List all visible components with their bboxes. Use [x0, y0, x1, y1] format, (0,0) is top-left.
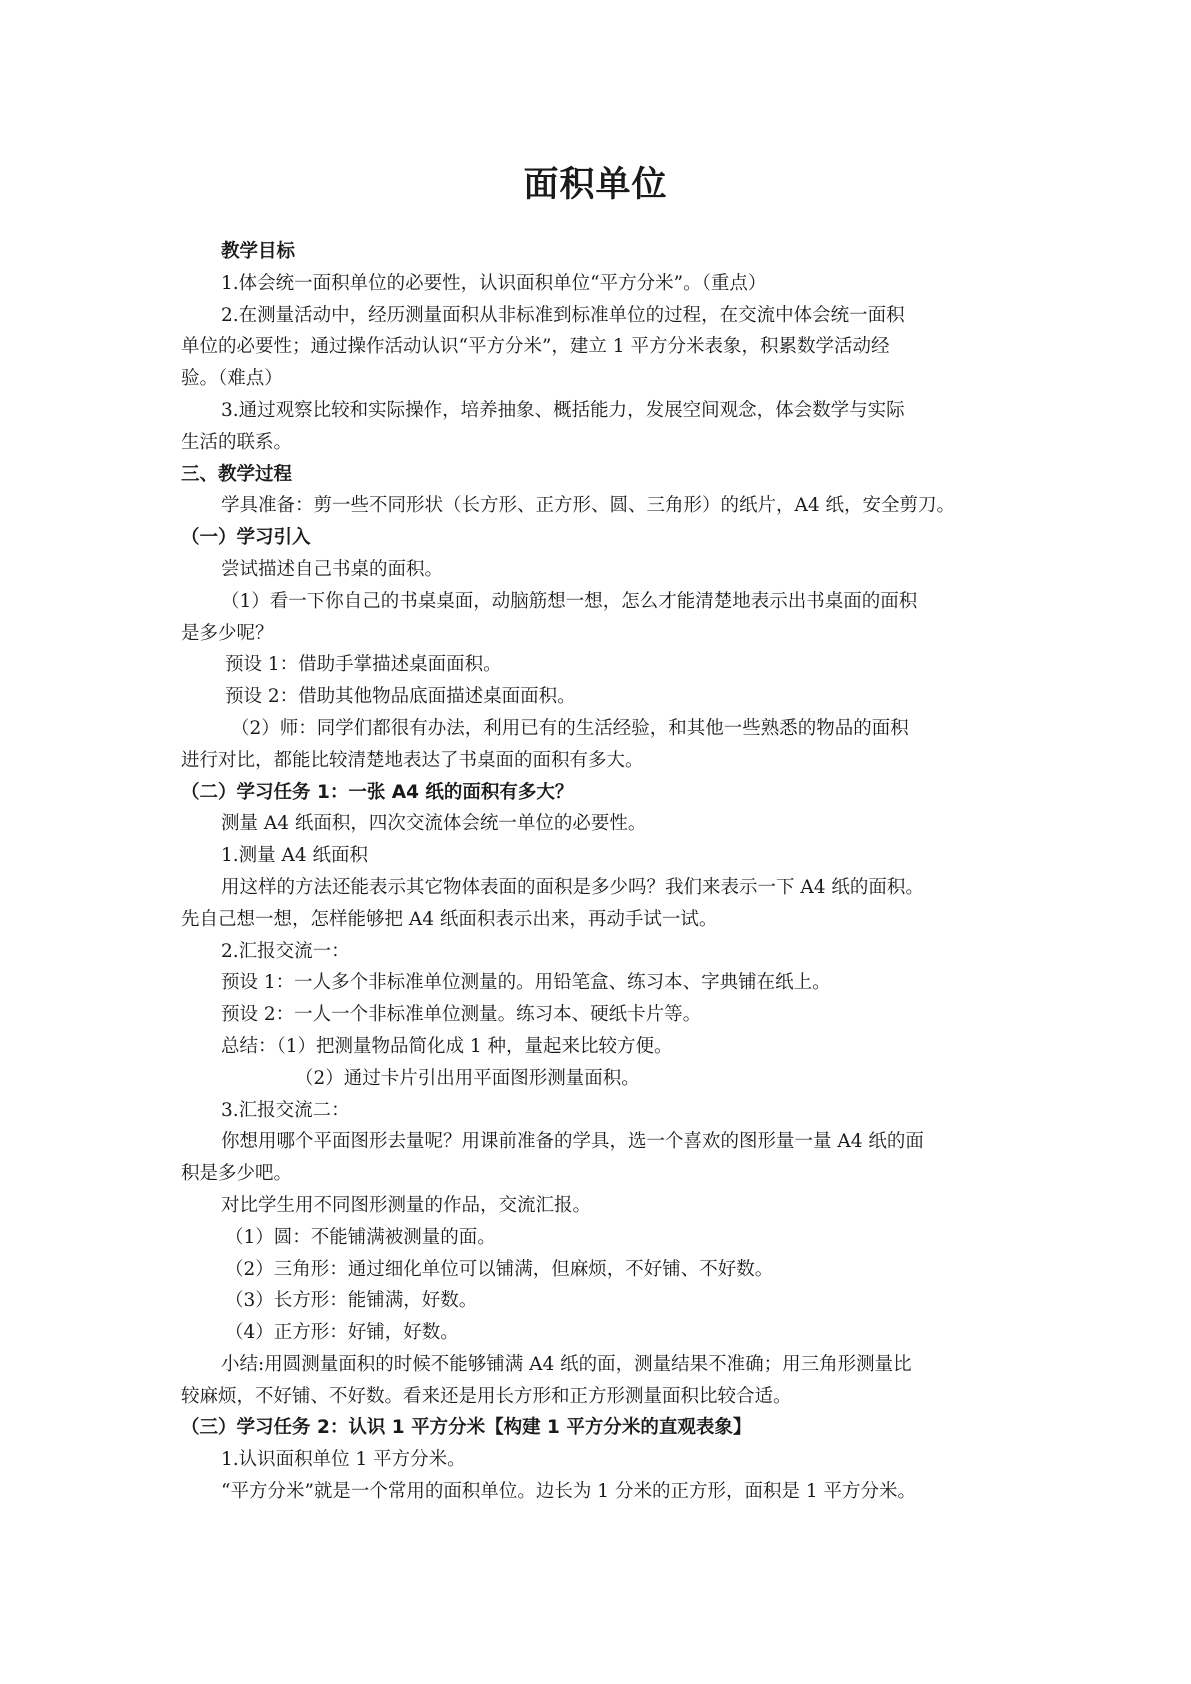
- paragraph-line: 是多少呢？: [181, 622, 274, 644]
- paragraph-line: 验。（难点）: [181, 368, 283, 390]
- paragraph-line: 尝试描述自己书桌的面积。: [221, 558, 444, 580]
- paragraph-line: 1.体会统一面积单位的必要性，认识面积单位“平方分米”。（重点）: [221, 272, 767, 294]
- paragraph-line: 较麻烦，不好铺、不好数。看来还是用长方形和正方形测量面积比较合适。: [181, 1385, 792, 1407]
- paragraph-line: 3.通过观察比较和实际操作，培养抽象、概括能力，发展空间观念，体会数学与实际: [221, 399, 905, 421]
- paragraph-line: 进行对比，都能比较清楚地表达了书桌面的面积有多大。: [181, 749, 644, 771]
- section-heading: （三）学习任务 2：认识 1 平方分米【构建 1 平方分米的直观表象】: [181, 1417, 752, 1439]
- paragraph-line: 用这样的方法还能表示其它物体表面的面积是多少吗？我们来表示一下 A4 纸的面积。: [221, 876, 924, 898]
- paragraph-line: （2）三角形：通过细化单位可以铺满，但麻烦，不好铺、不好数。: [225, 1258, 774, 1280]
- paragraph-line: （1）圆：不能铺满被测量的面。: [225, 1226, 496, 1248]
- document-body: [181, 236, 1011, 1508]
- paragraph-line: 学具准备：剪一些不同形状（长方形、正方形、圆、三角形）的纸片，A4 纸，安全剪刀。: [221, 495, 956, 517]
- paragraph-line: “平方分米”就是一个常用的面积单位。边长为 1 分米的正方形，面积是 1 平方分米。: [221, 1481, 916, 1503]
- paragraph-line: 对比学生用不同图形测量的作品，交流汇报。: [221, 1194, 592, 1216]
- paragraph-line: 预设 1：借助手掌描述桌面面积。: [225, 654, 502, 676]
- paragraph-line: 3.汇报交流二：: [221, 1099, 350, 1121]
- paragraph-line: 积是多少吧。: [181, 1163, 293, 1185]
- section-heading: 教学目标: [221, 241, 296, 262]
- section-heading: 三、教学过程: [181, 463, 293, 485]
- paragraph-line: （1）看一下你自己的书桌桌面，动脑筋想一想，怎么才能清楚地表示出书桌面的面积: [221, 590, 918, 612]
- paragraph-line: 1.测量 A4 纸面积: [221, 845, 369, 867]
- paragraph-line: （2）通过卡片引出用平面图形测量面积。: [295, 1067, 640, 1089]
- paragraph-line: 单位的必要性；通过操作活动认识“平方分米”，建立 1 平方分米表象，积累数学活动经: [181, 336, 890, 358]
- paragraph-line: 小结:用圆测量面积的时候不能够铺满 A4 纸的面，测量结果不准确；用三角形测量比: [221, 1353, 912, 1375]
- paragraph-line: 你想用哪个平面图形去量呢？用课前准备的学具，选一个喜欢的图形量一量 A4 纸的面: [221, 1131, 924, 1153]
- paragraph-line: 生活的联系。: [181, 431, 293, 453]
- paragraph-line: 测量 A4 纸面积，四次交流体会统一单位的必要性。: [221, 813, 647, 835]
- paragraph-line: 预设 2：一人一个非标准单位测量。练习本、硬纸卡片等。: [221, 1004, 702, 1026]
- paragraph-line: 1.认识面积单位 1 平方分米。: [221, 1449, 466, 1471]
- paragraph-line: 预设 1：一人多个非标准单位测量的。用铅笔盒、练习本、字典铺在纸上。: [221, 972, 831, 994]
- document-title: 面积单位: [523, 165, 668, 205]
- paragraph-line: 预设 2：借助其他物品底面描述桌面面积。: [225, 686, 576, 708]
- paragraph-line: （3）长方形：能铺满，好数。: [225, 1290, 478, 1312]
- paragraph-line: 总结：（1）把测量物品简化成 1 种，量起来比较方便。: [221, 1035, 673, 1057]
- paragraph-line: （4）正方形：好铺，好数。: [225, 1322, 459, 1344]
- paragraph-line: 2.在测量活动中，经历测量面积从非标准到标准单位的过程，在交流中体会统一面积: [221, 304, 905, 326]
- paragraph-line: 先自己想一想，怎样能够把 A4 纸面积表示出来，再动手试一试。: [181, 908, 718, 930]
- paragraph-line: 2.汇报交流一：: [221, 940, 350, 962]
- section-heading: （二）学习任务 1：一张 A4 纸的面积有多大？: [181, 781, 574, 803]
- paragraph-line: （2）师：同学们都很有办法，利用已有的生活经验，和其他一些熟悉的物品的面积: [231, 717, 909, 739]
- section-heading: （一）学习引入: [181, 527, 311, 549]
